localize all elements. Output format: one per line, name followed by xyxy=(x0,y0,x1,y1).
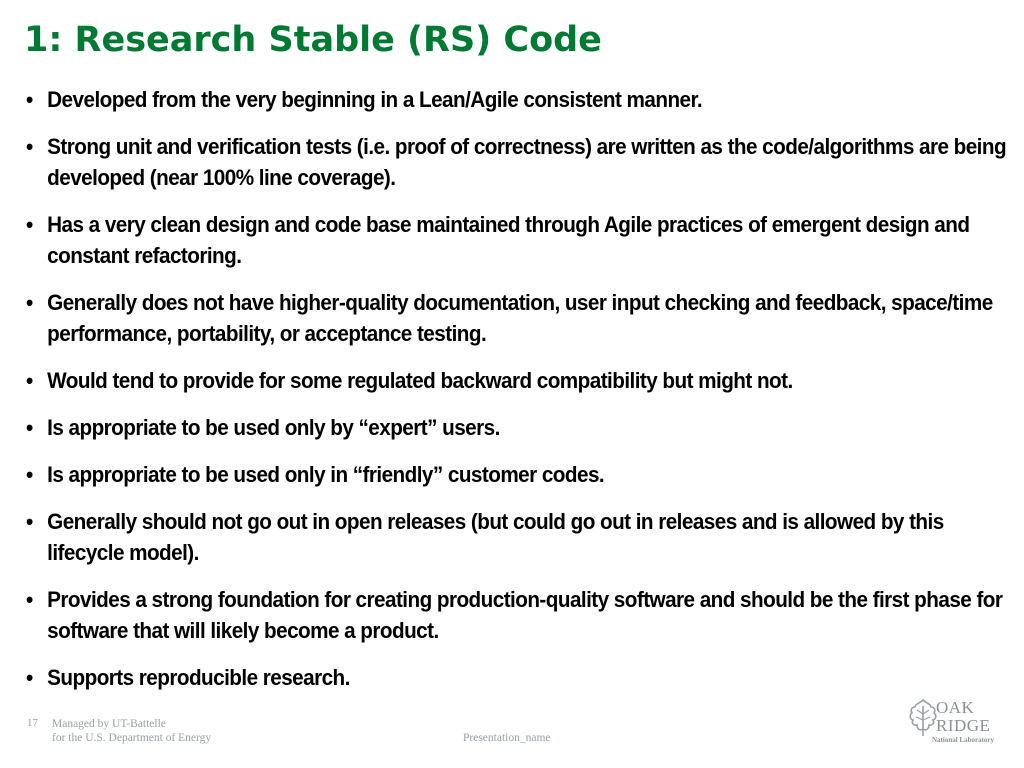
bullet-dot-icon: • xyxy=(26,87,33,112)
slide-number: 17 xyxy=(27,717,38,729)
bullet-item xyxy=(26,662,1022,693)
bullet-item xyxy=(26,209,1022,271)
slide-title: 1: Research Stable (RS) Code xyxy=(24,20,602,60)
bullet-item xyxy=(26,506,1022,568)
bullet-item xyxy=(26,84,1022,115)
bullet-text: Supports reproducible research. xyxy=(47,665,350,690)
bullet-text: Developed from the very beginning in a Lean/Agile consistent manner. xyxy=(47,87,703,112)
oak-leaf-icon xyxy=(908,698,938,738)
bullet-dot-icon: • xyxy=(26,415,33,440)
bullet-item xyxy=(26,365,1022,396)
bullet-text: Has a very clean design and code base maintained through Agile practices of emergent design and constant refactoring. xyxy=(47,212,970,268)
bullet-item xyxy=(26,287,1022,349)
logo-line2: RIDGE xyxy=(936,716,991,735)
bullet-dot-icon: • xyxy=(26,665,33,690)
bullet-dot-icon: • xyxy=(26,134,33,159)
ornl-logo xyxy=(908,698,1000,746)
bullet-text: Generally should not go out in open releases (but could go out in releases and is allowed by this lifecycle model). xyxy=(47,509,944,565)
bullet-dot-icon: • xyxy=(26,212,33,237)
bullet-item xyxy=(26,412,1022,443)
bullet-text: Strong unit and verification tests (i.e. proof of correctness) are written as the code/algorithms are being developed (near 100% line coverage). xyxy=(47,134,1007,190)
bullet-dot-icon: • xyxy=(26,290,33,315)
footer-managed-line2: for the U.S. Department of Energy xyxy=(52,732,212,744)
footer-managed-by xyxy=(52,717,211,745)
bullet-item xyxy=(26,131,1022,193)
bullet-dot-icon: • xyxy=(26,462,33,487)
bullet-text: Is appropriate to be used only by “expert” users. xyxy=(47,415,500,440)
bullet-text: Provides a strong foundation for creating production-quality software and should be the first phase for software that will likely become a product. xyxy=(47,587,1003,643)
bullet-list xyxy=(26,84,1006,709)
bullet-item xyxy=(26,459,1022,490)
bullet-dot-icon: • xyxy=(26,368,33,393)
footer-presentation-name: Presentation_name xyxy=(463,732,551,744)
logo-subtitle: National Laboratory xyxy=(932,736,995,744)
bullet-item xyxy=(26,584,1022,646)
logo-wordmark xyxy=(936,699,990,735)
bullet-dot-icon: • xyxy=(26,587,33,612)
logo-line1: OAK xyxy=(936,698,975,717)
bullet-text: Would tend to provide for some regulated backward compatibility but might not. xyxy=(47,368,793,393)
bullet-text: Generally does not have higher-quality documentation, user input checking and feedback, space/time performance, portability, or acceptance testing. xyxy=(47,290,993,346)
bullet-text: Is appropriate to be used only in “friendly” customer codes. xyxy=(47,462,605,487)
bullet-dot-icon: • xyxy=(26,509,33,534)
footer-managed-line1: Managed by UT-Battelle xyxy=(52,718,166,730)
